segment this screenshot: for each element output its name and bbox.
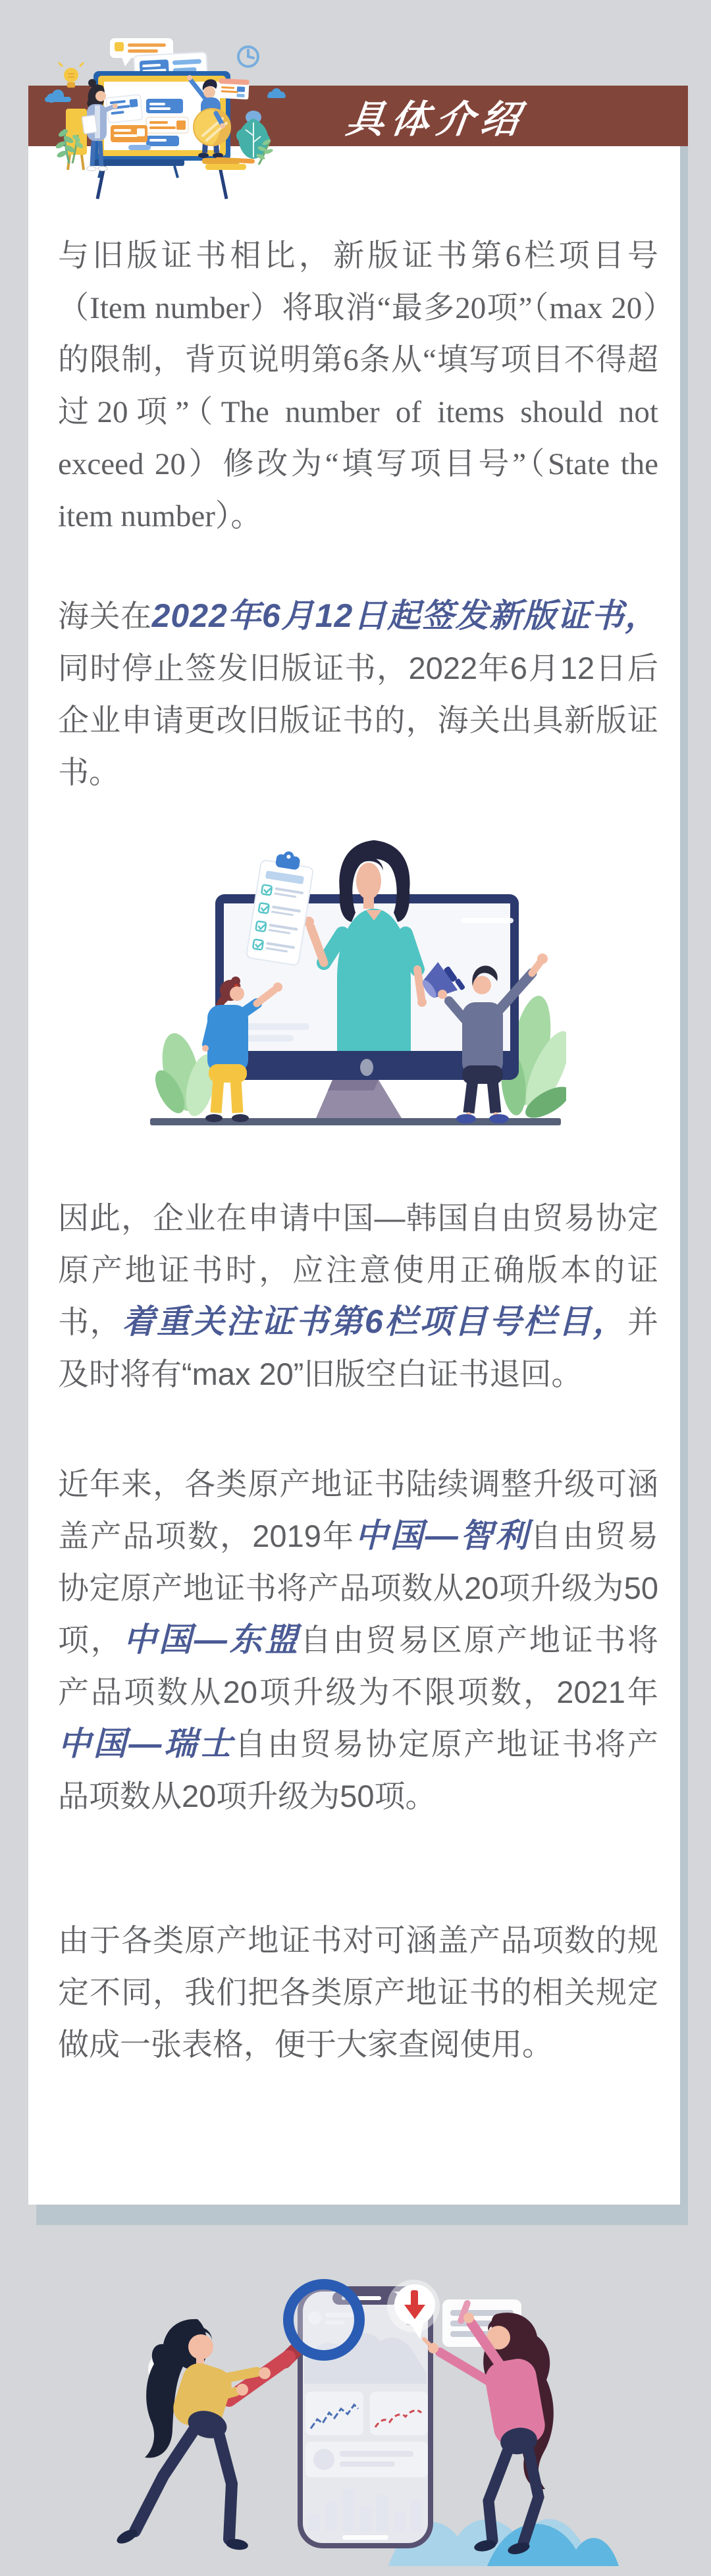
body-text: 由于各类原产地证书对可涵盖产品项数的规定不同，我们把各类原产地证书的相关规定做成一张表格，便于大家查阅使用。 — [58, 1923, 658, 2062]
body-text: 因此，企业在申请中国—韩国自由贸易协定原产地证书时，应注意使用正确版本的证书， — [58, 1200, 658, 1339]
woman-yellow — [115, 2319, 271, 2551]
emphasis-text: 中国—东盟 — [123, 1621, 300, 1658]
paragraph — [58, 1192, 658, 1400]
monitor-presentation-illustration — [145, 834, 566, 1131]
emphasis-text: 中国—瑞士 — [58, 1725, 235, 1762]
body-text: 同时停止签发旧版证书，2022年6月12日后企业申请更改旧版证书的，海关出具新版证书。 — [58, 651, 658, 790]
body-text: 海关在 — [58, 599, 152, 633]
phone-analytics-illustration — [0, 2207, 711, 2576]
monitor-stand — [316, 1080, 402, 1118]
body-text: 自由贸易协定原产地证书将产品项数从20项升级为50项， — [58, 1518, 659, 1657]
paragraph — [58, 230, 658, 543]
paragraph — [58, 1458, 658, 1822]
body-text: 并及时将有“max 20”旧版空白证书退回。 — [58, 1304, 659, 1391]
body-text: 与旧版证书相比，新版证书第6栏项目号（Item number）将取消“最多20项”（max 20）的限制，背页说明第6条从“填写项目不得超过20项”（The number of items should not exceed 20）修改为“填写项目号”（State the item number）。 — [58, 239, 658, 533]
article-body-lower — [58, 1192, 658, 2070]
body-text: 近年来，各类原产地证书陆续调整升级可涵盖产品项数，2019年 — [58, 1466, 658, 1553]
section-title: 具体介绍 — [344, 98, 529, 141]
line-chart-card — [305, 2392, 363, 2435]
line-chart-card — [370, 2392, 428, 2435]
cloud-icon — [45, 90, 71, 103]
list-card — [305, 2442, 428, 2477]
paragraph — [58, 590, 658, 798]
team-whiteboard-illustration — [40, 0, 448, 217]
giant-coin — [194, 109, 230, 146]
paragraph — [58, 1914, 658, 2070]
emphasis-text: 中国—智利 — [355, 1517, 531, 1554]
book-stack — [202, 157, 255, 170]
cloud-icon — [267, 88, 286, 98]
emphasis-text: 着重关注证书第6栏项目号栏目， — [122, 1303, 628, 1340]
article-body-upper — [58, 230, 658, 798]
emphasis-text: 2022年6月12日起签发新版证书， — [151, 597, 659, 634]
lightbulb-icon — [59, 63, 83, 88]
body-text: 自由贸易协定原产地证书将产品项数从20项升级为50项。 — [58, 1727, 659, 1813]
floating-doc-card — [218, 78, 250, 99]
body-text: 自由贸易区原产地证书将产品项数从20项升级为不限项数，2021年 — [58, 1623, 659, 1709]
clock-icon — [238, 47, 258, 67]
